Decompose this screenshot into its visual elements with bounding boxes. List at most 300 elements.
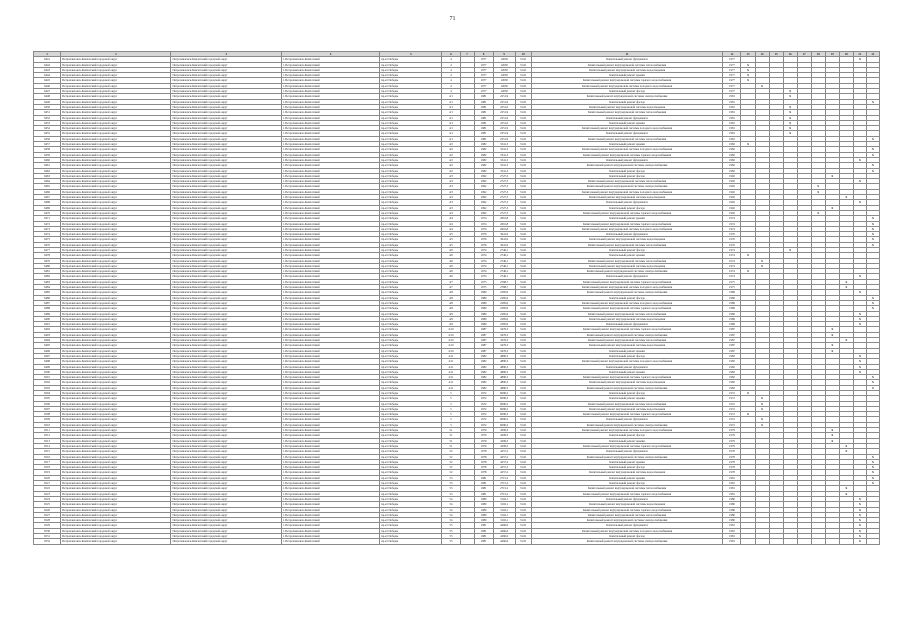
cell-locality: г. Петропавловск-Камчатский [281,401,379,406]
cell-area: 4890,3 [493,353,515,358]
cell-date: 31.01 [515,78,531,83]
cell-year: 1982 [723,142,741,147]
cell-repair-type: Капитальный ремонт внутридомовой системы водоотведения [531,104,723,109]
cell-year: 1974 [723,258,741,263]
cell-year-built: 1977 [474,73,493,78]
cell-mark-2015: X [755,401,769,406]
cell-date: 31.01 [515,316,531,321]
cell-repair-type: Капитальный ремонт фасада [531,433,723,438]
cell-mark-2015: X [755,396,769,401]
cell-year: 1982 [723,359,741,364]
cell-repair-type: Капитальный ремонт внутридомовой системы электроснабжения [531,385,723,390]
cell-municipality: Петропавловск-Камчатский городской округ [61,428,171,433]
cell-house-number: 5 [442,422,460,427]
cell-locality: г. Петропавловск-Камчатский [281,406,379,411]
cell-house-number: 4/1 [442,126,460,131]
cell-year-built: 1976 [474,237,493,242]
cell-repair-type: Капитальный ремонт внутридомовой системы горячего водоснабжения [531,412,723,417]
cell-year: 1974 [723,253,741,258]
cell-area: 4299,3 [493,443,515,448]
cell-locality: г. Петропавловск-Камчатский [281,396,379,401]
cell-repair-type: Капитальный ремонт внутридомовой системы электроснабжения [531,184,723,189]
cell-row-number: 6530 [34,528,61,533]
cell-mark-2015: X [755,263,769,268]
cell-municipal-district: Петропавловск-Камчатский городской округ [171,343,281,348]
cell-street: пр-кт Победы [380,104,442,109]
cell-municipal-district: Петропавловск-Камчатский городской округ [171,449,281,454]
cell-date: 31.01 [515,507,531,512]
cell-municipality: Петропавловск-Камчатский городской округ [61,73,171,78]
cell-municipality: Петропавловск-Камчатский городской округ [61,131,171,136]
cell-area: 3102,1 [493,507,515,512]
cell-year-built: 1980 [474,507,493,512]
cell-mark-2017: X [783,104,797,109]
cell-year: 1987 [723,332,741,337]
cell-locality: г. Петропавловск-Камчатский [281,316,379,321]
cell-date: 31.01 [515,449,531,454]
page-number: 71 [449,16,456,22]
cell-repair-type: Капитальный ремонт внутридомовой системы теплоснабжения [531,512,723,517]
column-header: 13 [741,52,755,57]
cell-area: 2691,8 [493,221,515,226]
cell-area: 6090,2 [493,401,515,406]
cell-area: 6090,2 [493,396,515,401]
cell-year: 1974 [723,216,741,221]
cell-municipal-district: Петропавловск-Камчатский городской округ [171,391,281,396]
cell-date: 31.01 [515,338,531,343]
cell-row-number: 6494 [34,338,61,343]
cell-date: 31.01 [515,136,531,141]
cell-mark-2017: X [783,120,797,125]
cell-year-built: 1980 [474,502,493,507]
cell-municipal-district: Петропавловск-Камчатский городской округ [171,406,281,411]
cell-date: 31.01 [515,332,531,337]
cell-year: 1992 [723,173,741,178]
cell-municipality: Петропавловск-Камчатский городской округ [61,364,171,369]
cell-house-number: 4/2 [442,157,460,162]
cell-area: 3341,3 [493,152,515,157]
cell-locality: г. Петропавловск-Камчатский [281,380,379,385]
cell-repair-type: Капитальный ремонт внутридомовой системы холодного водоснабжения [531,528,723,533]
cell-year: 1982 [723,147,741,152]
cell-year-built: 1977 [474,57,493,62]
cell-municipality: Петропавловск-Камчатский городской округ [61,401,171,406]
cell-street: пр-кт Победы [380,57,442,62]
cell-year: 1979 [723,438,741,443]
cell-year-built: 1981 [474,539,493,544]
cell-municipality: Петропавловск-Камчатский городской округ [61,348,171,353]
cell-municipal-district: Петропавловск-Камчатский городской округ [171,311,281,316]
cell-municipality: Петропавловск-Камчатский городской округ [61,179,171,184]
cell-year: 1982 [723,375,741,380]
cell-year-built: 1978 [474,449,493,454]
cell-year-built: 1989 [474,322,493,327]
cell-row-number: 6481 [34,269,61,274]
cell-mark-2023: X [866,375,879,380]
cell-area: 2285,6 [493,316,515,321]
cell-year-built: 1979 [474,433,493,438]
cell-area: 2746,1 [493,274,515,279]
cell-building [460,539,474,544]
cell-street: пр-кт Победы [380,364,442,369]
cell-year-built: 1992 [474,173,493,178]
cell-year: 1989 [723,311,741,316]
cell-row-number: 6480 [34,263,61,268]
cell-year: 1972 [723,401,741,406]
cell-municipality: Петропавловск-Камчатский городской округ [61,438,171,443]
cell-area: 6090,2 [493,422,515,427]
cell-locality: г. Петропавловск-Камчатский [281,369,379,374]
column-header: 8 [474,52,493,57]
cell-area: 4260,6 [493,534,515,539]
cell-street: пр-кт Победы [380,200,442,205]
cell-date: 31.01 [515,396,531,401]
cell-municipal-district: Петропавловск-Камчатский городской округ [171,269,281,274]
cell-locality: г. Петропавловск-Камчатский [281,226,379,231]
cell-municipal-district: Петропавловск-Камчатский городской округ [171,253,281,258]
cell-municipality: Петропавловск-Камчатский городской округ [61,62,171,67]
cell-locality: г. Петропавловск-Камчатский [281,200,379,205]
cell-mark-2020: X [825,428,839,433]
cell-year: 1972 [723,396,741,401]
cell-house-number: 4/10 [442,348,460,353]
cell-mark-2022: X [853,200,866,205]
cell-municipality: Петропавловск-Камчатский городской округ [61,216,171,221]
column-header: 19 [825,52,839,57]
cell-row-number: 6489 [34,311,61,316]
cell-mark-2021: X [839,279,853,284]
cell-date: 31.01 [515,73,531,78]
cell-house-number: 4/9 [442,316,460,321]
cell-row-number: 6507 [34,406,61,411]
cell-repair-type: Капитальный ремонт фасада [531,353,723,358]
cell-year: 1982 [723,385,741,390]
cell-year-built: 1982 [474,353,493,358]
cell-row-number: 6513 [34,438,61,443]
cell-municipality: Петропавловск-Камчатский городской округ [61,274,171,279]
cell-repair-type: Капитальный ремонт внутридомовой системы водоотведения [531,380,723,385]
cell-locality: г. Петропавловск-Камчатский [281,438,379,443]
cell-area: 2746,1 [493,247,515,252]
cell-street: пр-кт Победы [380,433,442,438]
cell-date: 31.01 [515,279,531,284]
cell-locality: г. Петропавловск-Камчатский [281,115,379,120]
cell-mark-2023: X [866,136,879,141]
cell-municipality: Петропавловск-Камчатский городской округ [61,422,171,427]
cell-mark-2014: X [741,391,755,396]
cell-year: 1989 [723,300,741,305]
cell-street: пр-кт Победы [380,126,442,131]
cell-locality: г. Петропавловск-Камчатский [281,295,379,300]
cell-row-number: 6503 [34,385,61,390]
cell-house-number: 4/1 [442,99,460,104]
cell-municipality: Петропавловск-Камчатский городской округ [61,120,171,125]
cell-year: 1982 [723,380,741,385]
cell-area: 2251,9 [493,94,515,99]
cell-house-number: 4/1 [442,115,460,120]
cell-locality: г. Петропавловск-Камчатский [281,465,379,470]
cell-street: пр-кт Победы [380,237,442,242]
cell-house-number: 4/11 [442,385,460,390]
cell-repair-type: Капитальный ремонт внутридомовой системы холодного водоснабжения [531,300,723,305]
cell-row-number: 6477 [34,247,61,252]
cell-mark-2019: X [811,184,825,189]
cell-locality: г. Петропавловск-Камчатский [281,110,379,115]
cell-row-number: 6462 [34,168,61,173]
cell-house-number: 4 [442,57,460,62]
cell-date: 31.01 [515,465,531,470]
cell-year: 1980 [723,512,741,517]
cell-year: 1977 [723,78,741,83]
cell-year: 1980 [723,518,741,523]
cell-house-number: 4/11 [442,353,460,358]
cell-locality: г. Петропавловск-Камчатский [281,168,379,173]
cell-street: пр-кт Победы [380,226,442,231]
cell-street: пр-кт Победы [380,380,442,385]
cell-mark-2023: X [866,459,879,464]
cell-row-number: 6512 [34,433,61,438]
cell-street: пр-кт Победы [380,401,442,406]
cell-municipal-district: Петропавловск-Камчатский городской округ [171,396,281,401]
cell-locality: г. Петропавловск-Камчатский [281,443,379,448]
cell-area: 2251,9 [493,131,515,136]
cell-municipality: Петропавловск-Камчатский городской округ [61,237,171,242]
column-header: 10 [515,52,531,57]
cell-year: 1977 [723,62,741,67]
cell-repair-type: Капитальный ремонт внутридомовой системы водоотведения [531,237,723,242]
cell-area: 12630 [493,62,515,67]
cell-year: 1975 [723,285,741,290]
cell-date: 31.01 [515,438,531,443]
cell-locality: г. Петропавловск-Камчатский [281,470,379,475]
cell-date: 31.01 [515,359,531,364]
cell-street: пр-кт Победы [380,465,442,470]
cell-municipal-district: Петропавловск-Камчатский городской округ [171,142,281,147]
cell-date: 31.01 [515,391,531,396]
cell-house-number: 4/5 [442,232,460,237]
cell-mark-2017: X [783,115,797,120]
cell-date: 31.01 [515,120,531,125]
cell-year: 1981 [723,110,741,115]
cell-locality: г. Петропавловск-Камчатский [281,269,379,274]
cell-year: 1978 [723,470,741,475]
cell-house-number: 4/11 [442,380,460,385]
cell-municipality: Петропавловск-Камчатский городской округ [61,481,171,486]
cell-locality: г. Петропавловск-Камчатский [281,433,379,438]
cell-year-built: 1977 [474,89,493,94]
cell-year-built: 1992 [474,184,493,189]
cell-repair-type: Капитальный ремонт внутридомовой системы теплоснабжения [531,242,723,247]
cell-house-number: 4 [442,83,460,88]
cell-municipal-district: Петропавловск-Камчатский городской округ [171,332,281,337]
cell-municipality: Петропавловск-Камчатский городской округ [61,396,171,401]
cell-house-number: 4/8 [442,290,460,295]
cell-locality: г. Петропавловск-Камчатский [281,157,379,162]
cell-date: 31.01 [515,189,531,194]
cell-date: 31.01 [515,343,531,348]
cell-house-number: 53 [442,486,460,491]
cell-date: 31.01 [515,512,531,517]
cell-year: 1982 [723,168,741,173]
cell-locality: г. Петропавловск-Камчатский [281,253,379,258]
cell-year: 1987 [723,327,741,332]
cell-repair-type: Капитальный ремонт фундамента [531,274,723,279]
cell-mark-2023: X [866,226,879,231]
cell-row-number: 6506 [34,401,61,406]
cell-area: 12630 [493,57,515,62]
cell-repair-type: Капитальный ремонт фундамента [531,200,723,205]
cell-repair-type: Капитальный ремонт внутридомовой системы теплоснабжения [531,486,723,491]
cell-house-number: 54 [442,518,460,523]
cell-row-number: 6492 [34,327,61,332]
cell-repair-type: Капитальный ремонт крыши [531,253,723,258]
cell-date: 31.01 [515,99,531,104]
cell-year: 1981 [723,115,741,120]
cell-municipal-district: Петропавловск-Камчатский городской округ [171,200,281,205]
cell-locality: г. Петропавловск-Камчатский [281,184,379,189]
cell-area: 6090,2 [493,417,515,422]
cell-municipal-district: Петропавловск-Камчатский городской округ [171,438,281,443]
column-header: 7 [460,52,474,57]
cell-municipal-district: Петропавловск-Камчатский городской округ [171,348,281,353]
cell-municipality: Петропавловск-Камчатский городской округ [61,285,171,290]
cell-repair-type: Капитальный ремонт внутридомовой системы холодного водоснабжения [531,189,723,194]
cell-house-number: 4/2 [442,147,460,152]
cell-repair-type: Капитальный ремонт крыши [531,73,723,78]
cell-street: пр-кт Победы [380,221,442,226]
cell-repair-type: Капитальный ремонт внутридомовой системы теплоснабжения [531,179,723,184]
cell-municipal-district: Петропавловск-Камчатский городской округ [171,470,281,475]
cell-house-number: 54 [442,502,460,507]
cell-street: пр-кт Победы [380,157,442,162]
cell-area: 4257,2 [493,470,515,475]
cell-year: 1977 [723,57,741,62]
cell-date: 31.01 [515,157,531,162]
cell-mark-2014 [741,539,755,544]
cell-area: 3341,3 [493,157,515,162]
cell-municipality: Петропавловск-Камчатский городской округ [61,412,171,417]
cell-house-number: 5 [442,401,460,406]
cell-year-built: 1981 [474,126,493,131]
cell-area: 2691,8 [493,226,515,231]
cell-row-number: 6487 [34,300,61,305]
cell-year: 1989 [723,295,741,300]
cell-street: пр-кт Победы [380,454,442,459]
cell-municipal-district: Петропавловск-Камчатский городской округ [171,279,281,284]
cell-area: 3102,1 [493,518,515,523]
cell-row-number: 6476 [34,242,61,247]
cell-municipal-district: Петропавловск-Камчатский городской округ [171,369,281,374]
cell-municipality: Петропавловск-Камчатский городской округ [61,99,171,104]
column-header: 3 [171,52,281,57]
cell-repair-type: Капитальный ремонт внутридомовой системы холодного водоснабжения [531,83,723,88]
cell-row-number: 6501 [34,375,61,380]
cell-year: 1978 [723,459,741,464]
cell-year-built: 1981 [474,534,493,539]
cell-street: пр-кт Победы [380,73,442,78]
cell-row-number: 6458 [34,147,61,152]
cell-area: 2715,2 [493,475,515,480]
cell-row-number: 6522 [34,486,61,491]
cell-year-built: 1976 [474,242,493,247]
cell-locality: г. Петропавловск-Камчатский [281,179,379,184]
cell-municipal-district: Петропавловск-Камчатский городской округ [171,338,281,343]
cell-house-number: 52 [442,470,460,475]
cell-row-number: 6524 [34,496,61,501]
cell-date: 31.01 [515,285,531,290]
cell-municipality: Петропавловск-Камчатский городской округ [61,232,171,237]
cell-municipality: Петропавловск-Камчатский городской округ [61,295,171,300]
cell-street: пр-кт Победы [380,147,442,152]
cell-municipal-district: Петропавловск-Камчатский городской округ [171,359,281,364]
cell-mark-2023: X [866,163,879,168]
cell-street: пр-кт Победы [380,391,442,396]
cell-municipality: Петропавловск-Камчатский городской округ [61,454,171,459]
cell-mark-2019 [811,539,825,544]
cell-house-number: 4/11 [442,375,460,380]
cell-municipal-district: Петропавловск-Камчатский городской округ [171,285,281,290]
cell-year: 1977 [723,73,741,78]
cell-house-number: 4/3 [442,205,460,210]
cell-year: 1972 [723,391,741,396]
cell-municipality: Петропавловск-Камчатский городской округ [61,486,171,491]
cell-year: 1979 [723,433,741,438]
cell-locality: г. Петропавловск-Камчатский [281,285,379,290]
cell-street: пр-кт Победы [380,343,442,348]
cell-locality: г. Петропавловск-Камчатский [281,385,379,390]
cell-date: 31.01 [515,221,531,226]
cell-street: пр-кт Победы [380,179,442,184]
cell-date: 31.01 [515,269,531,274]
cell-house-number: 4 [442,89,460,94]
cell-row-number: 6470 [34,210,61,215]
cell-area: 4890,3 [493,369,515,374]
cell-repair-type: Капитальный ремонт внутридомовой системы электроснабжения [531,163,723,168]
cell-mark-2021: X [839,195,853,200]
cell-row-number: 6527 [34,512,61,517]
cell-date: 31.01 [515,57,531,62]
column-header: 1 [34,52,61,57]
cell-row-number: 6485 [34,290,61,295]
cell-area: 2251,9 [493,110,515,115]
cell-row-number: 6471 [34,216,61,221]
cell-row-number: 6509 [34,417,61,422]
cell-year: 1974 [723,269,741,274]
cell-locality: г. Петропавловск-Камчатский [281,62,379,67]
cell-row-number: 6443 [34,67,61,72]
cell-street: пр-кт Победы [380,152,442,157]
cell-row-number: 6441 [34,57,61,62]
cell-area: 2285,6 [493,295,515,300]
cell-repair-type: Капитальный ремонт фасада [531,465,723,470]
cell-house-number: 5 [442,406,460,411]
cell-street: пр-кт Победы [380,438,442,443]
cell-municipal-district: Петропавловск-Камчатский городской округ [171,454,281,459]
cell-municipality: Петропавловск-Камчатский городской округ [61,163,171,168]
cell-house-number: 53 [442,481,460,486]
cell-date: 31.01 [515,247,531,252]
cell-date: 31.01 [515,210,531,215]
cell-house-number: 4/3 [442,210,460,215]
cell-house-number: 4/1 [442,110,460,115]
column-header: 17 [797,52,811,57]
cell-year: 1992 [723,205,741,210]
cell-municipal-district: Петропавловск-Камчатский городской округ [171,353,281,358]
cell-house-number: 52 [442,465,460,470]
cell-area: 4890,3 [493,364,515,369]
cell-mark-2019: X [811,189,825,194]
cell-row-number: 6442 [34,62,61,67]
